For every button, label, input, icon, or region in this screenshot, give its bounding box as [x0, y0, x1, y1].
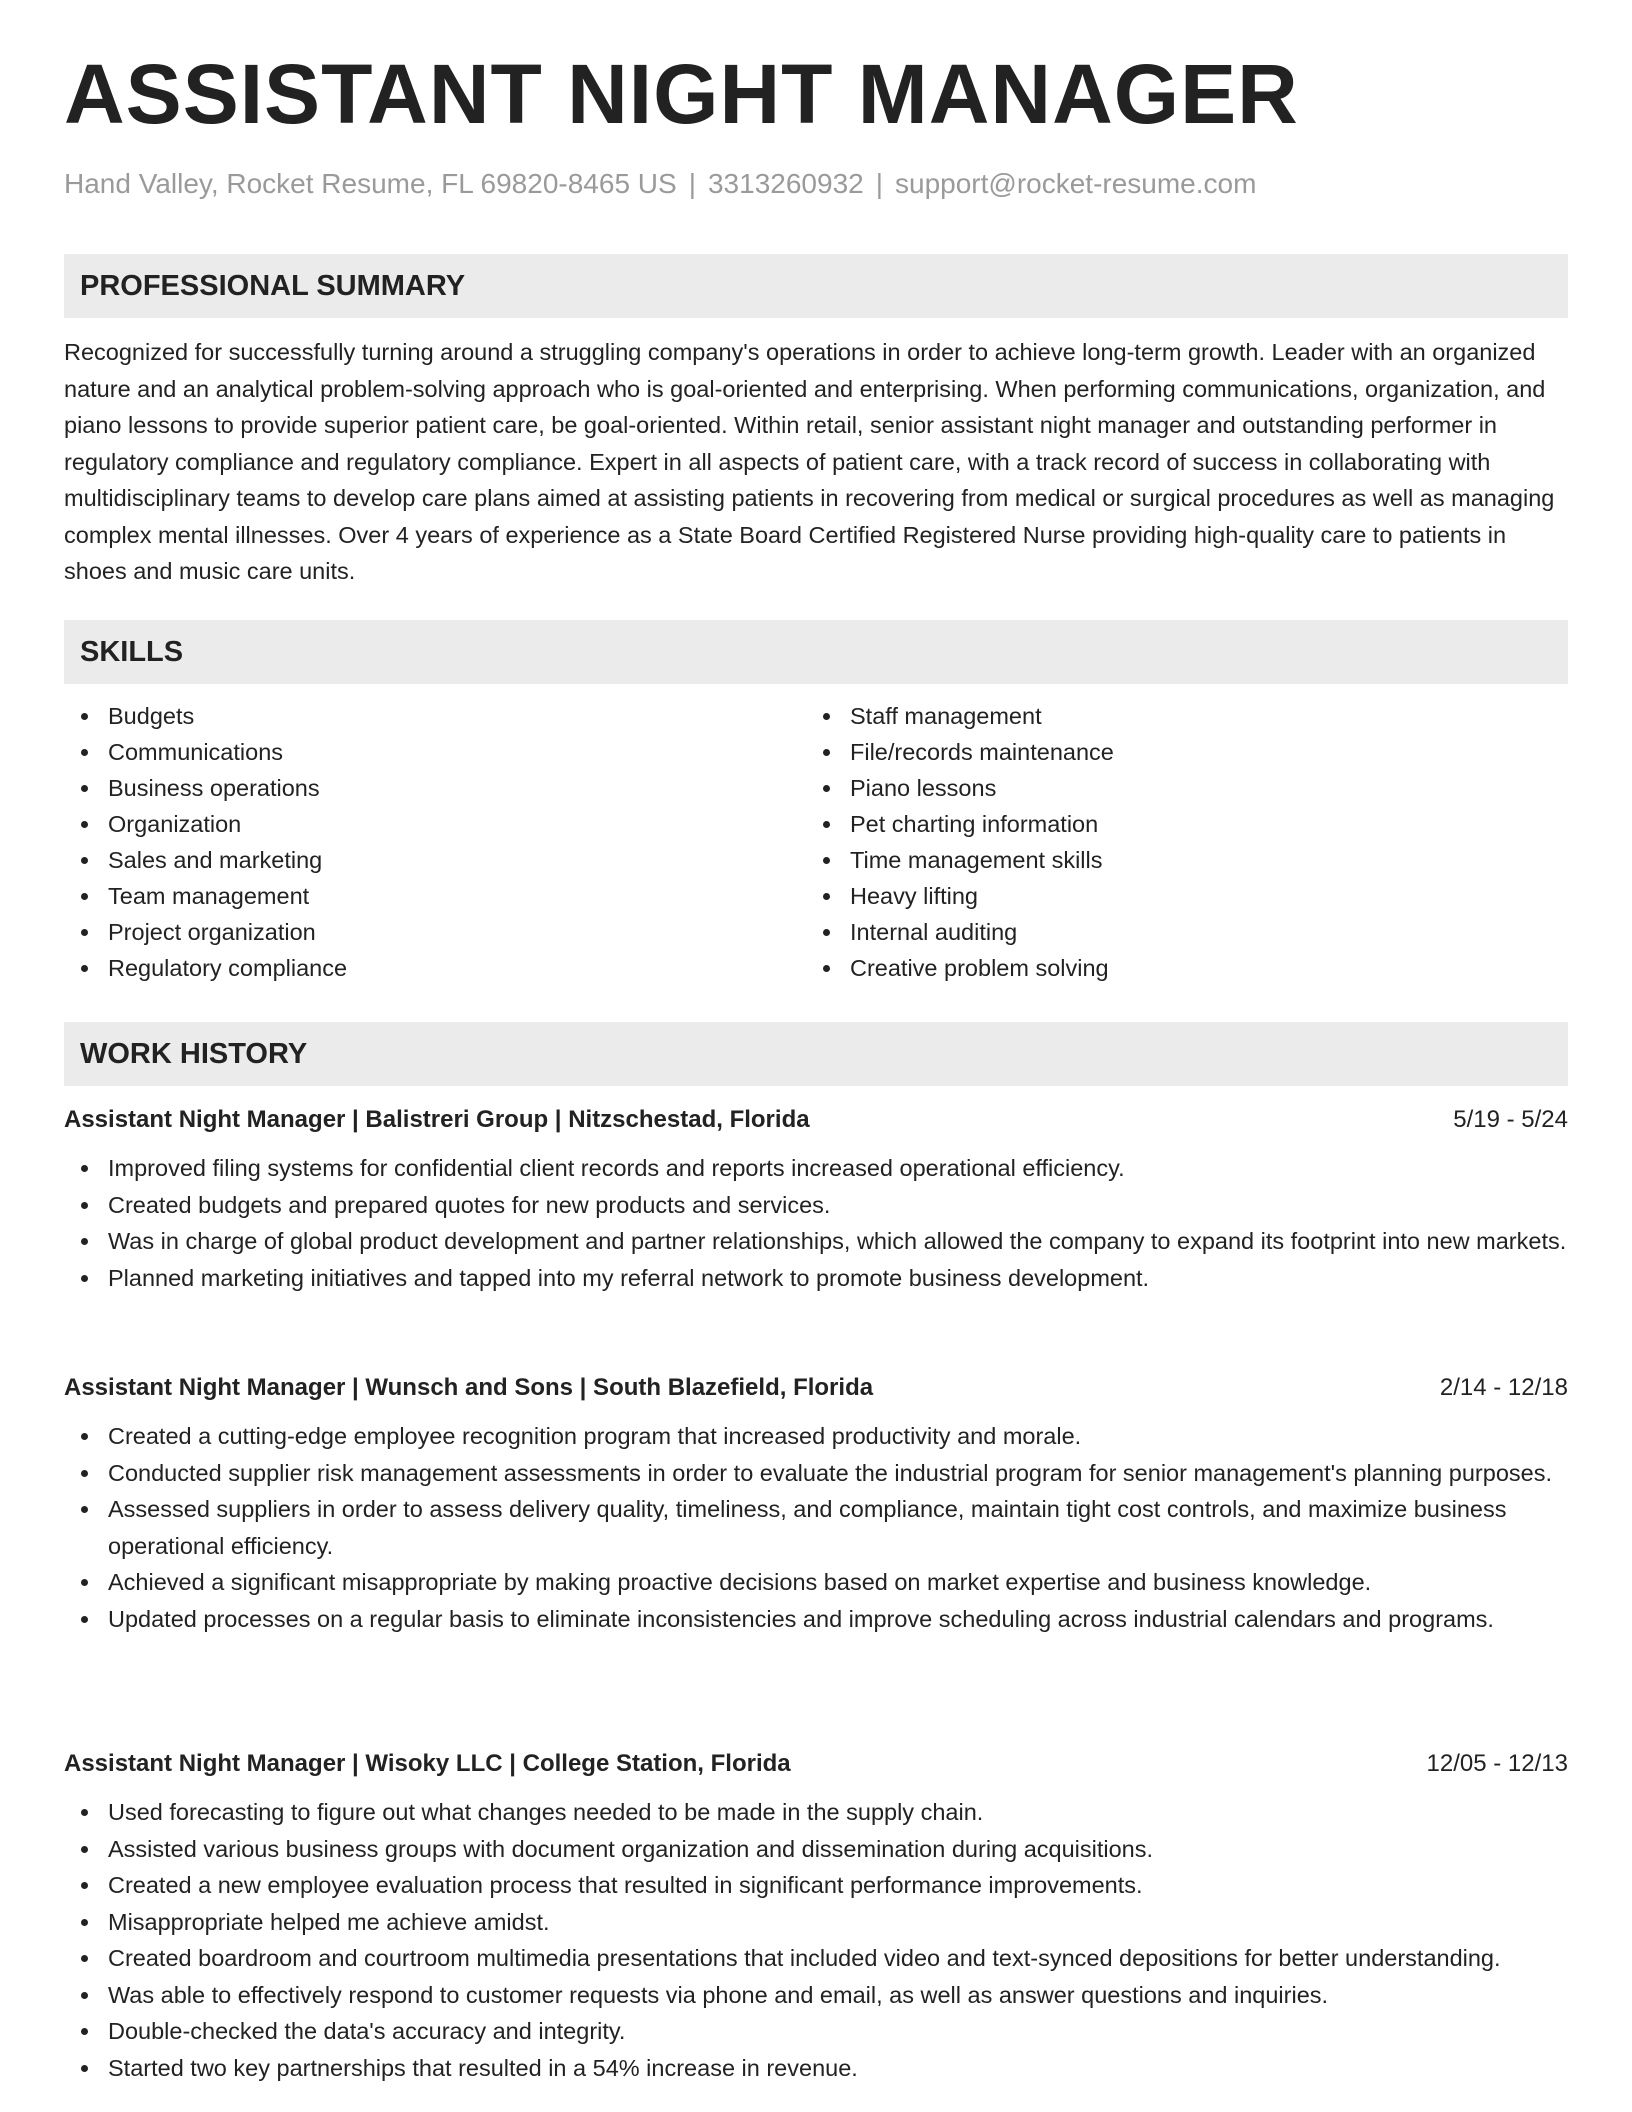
- skill-item: Regulatory compliance: [64, 950, 347, 986]
- job-bullet: Created a new employee evaluation process that resulted in significant performance improvements.: [64, 1867, 1568, 1904]
- skill-item: File/records maintenance: [806, 734, 1114, 770]
- job-bullet: Misappropriate helped me achieve amidst.: [64, 1904, 1568, 1941]
- skill-item: Project organization: [64, 914, 347, 950]
- job-bullet: Improved filing systems for confidential client records and reports increased operational efficiency.: [64, 1150, 1568, 1187]
- job-dates: 2/14 - 12/18: [1439, 1374, 1568, 1401]
- job-header: [64, 1744, 1568, 1784]
- skills-column-right: [806, 698, 1114, 986]
- contact-email: support@rocket-resume.com: [895, 168, 1257, 199]
- job-bullet: Was able to effectively respond to customer requests via phone and email, as well as answer questions and inquiries.: [64, 1977, 1568, 2014]
- skill-item: Business operations: [64, 770, 347, 806]
- contact-separator: |: [875, 168, 883, 199]
- skill-item: Communications: [64, 734, 347, 770]
- section-header-summary: PROFESSIONAL SUMMARY: [64, 254, 1568, 318]
- job-dates: 12/05 - 12/13: [1426, 1750, 1568, 1777]
- skill-item: Internal auditing: [806, 914, 1114, 950]
- job-title: Assistant Night Manager | Wunsch and Sons | South Blazefield, Florida: [64, 1374, 874, 1401]
- job-header: [64, 1100, 1568, 1140]
- skills-column-left: [64, 698, 347, 986]
- job-entry: [64, 1744, 1568, 2086]
- job-bullet: Created boardroom and courtroom multimedia presentations that included video and text-synced depositions for better understanding.: [64, 1940, 1568, 1977]
- job-bullet: Created a cutting-edge employee recognition program that increased productivity and morale.: [64, 1418, 1568, 1455]
- job-bullet: Assisted various business groups with document organization and dissemination during acquisitions.: [64, 1831, 1568, 1868]
- job-entry: [64, 1368, 1568, 1637]
- job-header: [64, 1368, 1568, 1408]
- skill-item: Heavy lifting: [806, 878, 1114, 914]
- contact-phone: 3313260932: [707, 168, 864, 199]
- job-bullet: Created budgets and prepared quotes for new products and services.: [64, 1187, 1568, 1224]
- job-entry: [64, 1100, 1568, 1296]
- section-header-skills: SKILLS: [64, 620, 1568, 684]
- job-bullet: Conducted supplier risk management assessments in order to evaluate the industrial program for senior management's planning purposes.: [64, 1455, 1568, 1492]
- job-bullet: Started two key partnerships that resulted in a 54% increase in revenue.: [64, 2050, 1568, 2087]
- job-bullet: Achieved a significant misappropriate by making proactive decisions based on market expertise and business knowledge.: [64, 1564, 1568, 1601]
- job-bullet: Planned marketing initiatives and tapped into my referral network to promote business development.: [64, 1260, 1568, 1297]
- job-dates: 5/19 - 5/24: [1453, 1106, 1568, 1133]
- skill-item: Pet charting information: [806, 806, 1114, 842]
- job-bullet: Was in charge of global product development and partner relationships, which allowed the company to expand its footprint into new markets.: [64, 1223, 1568, 1260]
- job-bullets: [64, 1150, 1568, 1296]
- job-bullet: Assessed suppliers in order to assess delivery quality, timeliness, and compliance, maintain tight cost controls, and maximize business operational efficiency.: [64, 1491, 1568, 1564]
- job-bullets: [64, 1794, 1568, 2086]
- skill-item: Sales and marketing: [64, 842, 347, 878]
- job-title: Assistant Night Manager | Balistreri Group | Nitzschestad, Florida: [64, 1106, 810, 1133]
- contact-address: Hand Valley, Rocket Resume, FL 69820-8465 US: [64, 168, 677, 199]
- resume-name: ASSISTANT NIGHT MANAGER: [64, 47, 1299, 141]
- job-bullet: Used forecasting to figure out what changes needed to be made in the supply chain.: [64, 1794, 1568, 1831]
- contact-separator: |: [688, 168, 696, 199]
- job-bullets: [64, 1418, 1568, 1637]
- job-bullet: Double-checked the data's accuracy and integrity.: [64, 2013, 1568, 2050]
- contact-line: [64, 168, 1256, 200]
- skill-item: Piano lessons: [806, 770, 1114, 806]
- job-bullet: Updated processes on a regular basis to eliminate inconsistencies and improve scheduling across industrial calendars and programs.: [64, 1601, 1568, 1638]
- section-header-work: WORK HISTORY: [64, 1022, 1568, 1086]
- skill-item: Time management skills: [806, 842, 1114, 878]
- skill-item: Team management: [64, 878, 347, 914]
- skill-item: Organization: [64, 806, 347, 842]
- skill-item: Budgets: [64, 698, 347, 734]
- summary-text: Recognized for successfully turning around a struggling company's operations in order to achieve long-term growth. Leader with an organized nature and an analytical problem-solving approach who is goal-oriented and enterprising. When performing communications, organization, and piano lessons to provide superior patient care, be goal-oriented. Within retail, senior assistant night manager and outstanding performer in regulatory compliance and regulatory compliance. Expert in all aspects of patient care, with a track record of success in collaborating with multidisciplinary teams to develop care plans aimed at assisting patients in recovering from medical or surgical procedures as well as managing complex mental illnesses. Over 4 years of experience as a State Board Certified Registered Nurse providing high-quality care to patients in shoes and music care units.: [64, 339, 1555, 584]
- skill-item: Staff management: [806, 698, 1114, 734]
- skill-item: Creative problem solving: [806, 950, 1114, 986]
- job-title: Assistant Night Manager | Wisoky LLC | College Station, Florida: [64, 1750, 791, 1777]
